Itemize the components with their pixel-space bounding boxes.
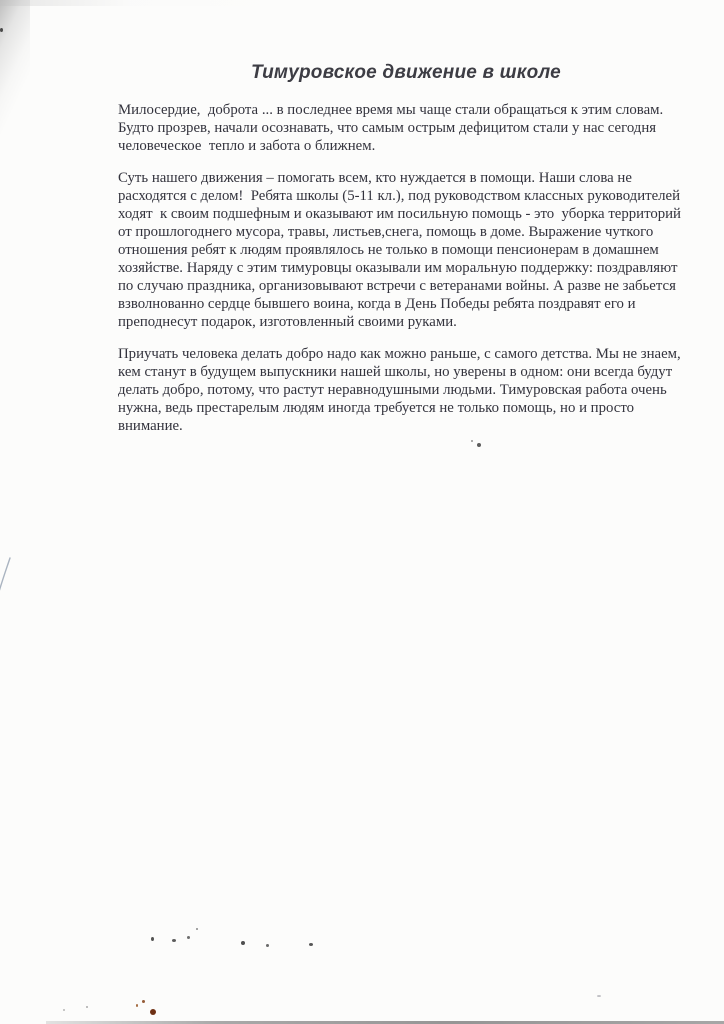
text-line: Милосердие, доброта ... в последнее время мы чаще стали обращаться к этим словам. bbox=[118, 102, 664, 118]
text-line: нужна, ведь престарелым людям иногда требуется не только помощь, но и просто bbox=[118, 400, 635, 416]
text-line: от прошлогоднего мусора, травы, листьев,снега, помощь в доме. Выражение чуткого bbox=[118, 224, 654, 240]
paragraph bbox=[118, 101, 708, 155]
text-line: отношения ребят к людям проявлялось не только в помощи пенсионерам в домашнем bbox=[118, 242, 659, 258]
scan-speck bbox=[266, 944, 269, 947]
scan-speck bbox=[477, 443, 481, 447]
scan-speck bbox=[172, 939, 176, 942]
text-line: Будто прозрев, начали осознавать, что самым острым дефицитом стали у нас сегодня bbox=[118, 120, 657, 136]
paragraph bbox=[118, 169, 708, 331]
text-line: Приучать человека делать добро надо как можно раньше, с самого детства. Мы не знаем, bbox=[118, 346, 681, 362]
scan-speck bbox=[187, 936, 190, 939]
text-line: хозяйстве. Наряду с этим тимуровцы оказывали им моральную поддержку: поздравляют bbox=[118, 260, 678, 276]
text-line: человеческое тепло и забота о ближнем. bbox=[118, 138, 376, 154]
scan-speck bbox=[0, 28, 3, 32]
text-line: ходят к своим подшефным и оказывают им посильную помощь - это уборка территорий bbox=[118, 206, 681, 222]
text-line: взволнованно сердце бывшего воина, когда в День Победы ребята поздравят его и bbox=[118, 296, 636, 312]
pen-mark-path bbox=[0, 558, 10, 595]
scan-speck bbox=[196, 928, 198, 930]
scan-speck bbox=[150, 1009, 156, 1015]
scan-speck bbox=[241, 941, 245, 945]
scan-speck bbox=[63, 1009, 65, 1011]
text-line: преподнесут подарок, изготовленный своими руками. bbox=[118, 314, 457, 330]
document-title: Тимуровское движение в школе bbox=[251, 62, 561, 83]
scan-corner-shadow bbox=[0, 0, 30, 160]
text-line: расходятся с делом! Ребята школы (5-11 кл.), под руководством классных руководителей bbox=[118, 188, 681, 204]
text-line: внимание. bbox=[118, 418, 183, 434]
scan-speck bbox=[309, 943, 313, 946]
scan-top-edge bbox=[0, 0, 724, 6]
scan-speck bbox=[151, 937, 154, 941]
scan-speck bbox=[136, 1004, 138, 1007]
text-line: Суть нашего движения – помогать всем, кто нуждается в помощи. Наши слова не bbox=[118, 170, 632, 186]
paragraph bbox=[118, 345, 708, 435]
text-line: делать добро, потому, что растут неравнодушными людьми. Тимуровская работа очень bbox=[118, 382, 667, 398]
document-body bbox=[118, 101, 708, 449]
text-line: по случаю праздника, организовывают встречи с ветеранами войны. А разве не забьется bbox=[118, 278, 676, 294]
scan-speck bbox=[471, 440, 473, 442]
text-line: кем станут в будущем выпускники нашей школы, но уверены в одном: они всегда будут bbox=[118, 364, 673, 380]
scan-speck bbox=[142, 1000, 145, 1003]
scan-speck bbox=[86, 1006, 88, 1008]
pen-mark-stain bbox=[0, 550, 20, 610]
scan-speck bbox=[597, 995, 601, 997]
